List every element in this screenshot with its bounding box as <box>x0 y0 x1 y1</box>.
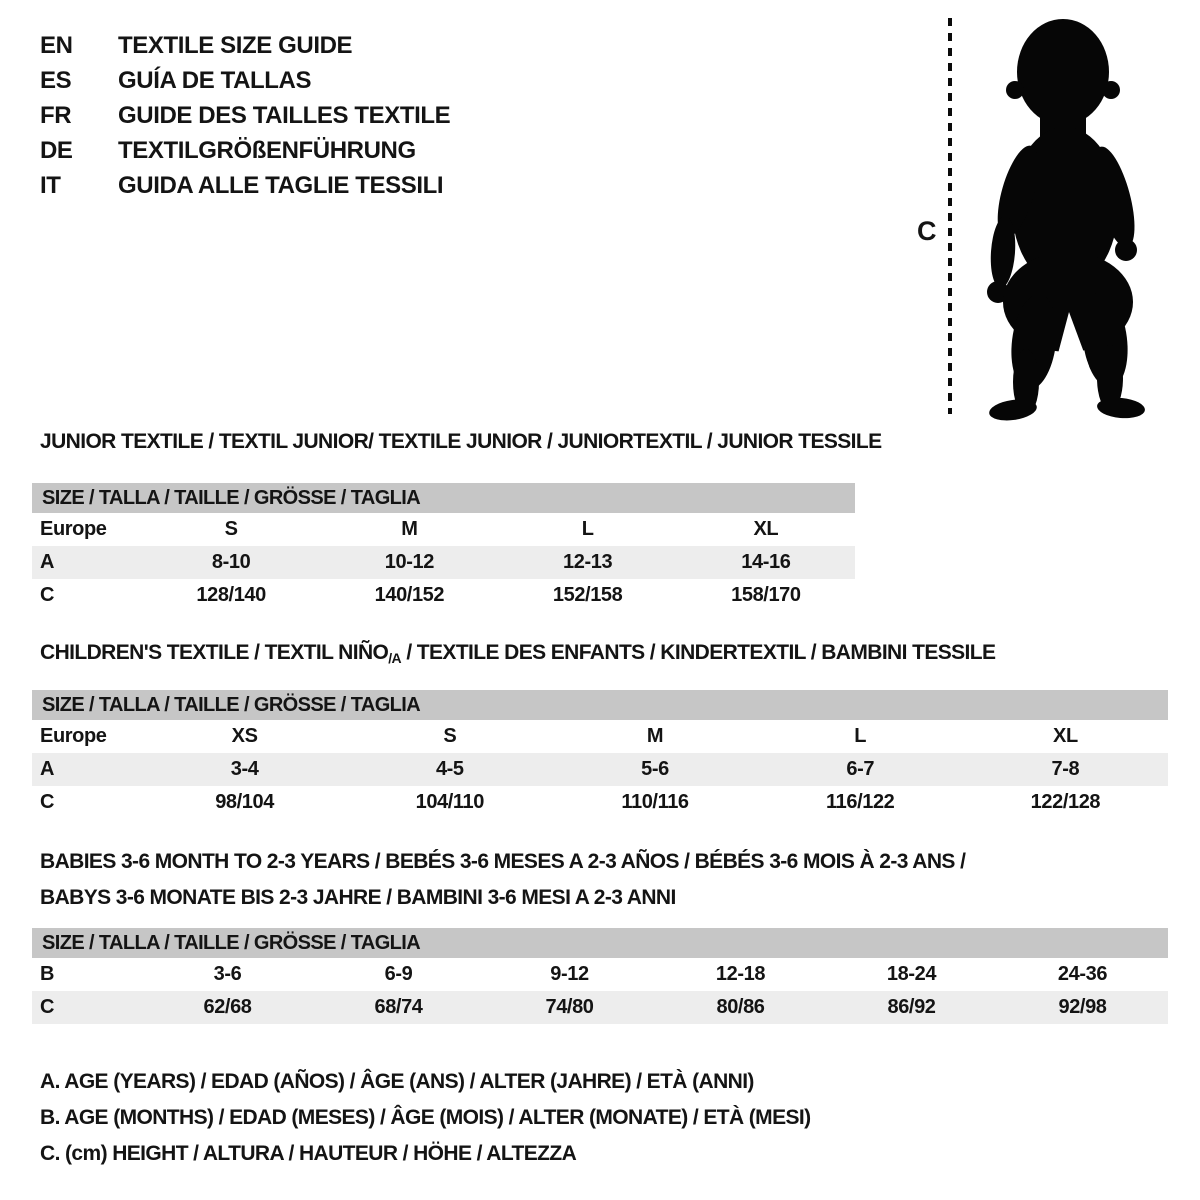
language-header <box>40 28 450 203</box>
value-cell: 74/80 <box>545 996 594 1018</box>
value-cell: 24-36 <box>1057 963 1108 985</box>
value-cell: 116/122 <box>826 791 895 813</box>
value-cell: 18-24 <box>886 963 937 985</box>
lang-row-de <box>40 133 450 168</box>
lang-code: IT <box>40 171 61 199</box>
lang-code: DE <box>40 136 73 164</box>
children-heading-sub: /A <box>388 650 402 666</box>
row-label: B <box>40 963 55 985</box>
junior-age-row <box>32 546 855 579</box>
value-cell: 3-6 <box>213 963 242 985</box>
row-label: A <box>40 551 55 573</box>
value-cell: 128/140 <box>196 584 266 606</box>
value-cell: 92/98 <box>1058 996 1107 1018</box>
value-cell: 122/128 <box>1030 791 1101 813</box>
children-age-row <box>32 753 1168 786</box>
row-label: C <box>40 791 55 813</box>
size-cell: S <box>224 518 238 540</box>
value-cell: 158/170 <box>731 584 801 606</box>
size-cell: S <box>443 725 457 747</box>
size-cell: XL <box>753 518 779 540</box>
junior-size-table <box>32 483 855 612</box>
lang-code: FR <box>40 101 72 129</box>
children-heading-part2: / TEXTILE DES ENFANTS / KINDERTEXTIL / BAMBINI TESSILE <box>401 641 996 664</box>
size-cell: XL <box>1053 725 1078 747</box>
row-label: C <box>40 584 55 606</box>
region-label: Europe <box>40 518 107 540</box>
toddler-silhouette-icon <box>967 12 1159 422</box>
babies-months-row <box>32 958 1168 991</box>
children-heading-part1: CHILDREN'S TEXTILE / TEXTIL NIÑO <box>40 641 389 664</box>
lang-row-en <box>40 28 450 63</box>
value-cell: 12-18 <box>715 963 766 985</box>
value-cell: 68/74 <box>374 996 423 1018</box>
junior-height-row <box>32 579 855 612</box>
value-cell: 104/110 <box>415 791 484 813</box>
value-cell: 4-5 <box>435 758 464 780</box>
babies-section-heading-line1: BABIES 3-6 MONTH TO 2-3 YEARS / BEBÉS 3-6 MESES A 2-3 AÑOS / BÉBÉS 3-6 MOIS À 2-3 ANS / <box>40 850 966 873</box>
value-cell: 8-10 <box>211 551 251 573</box>
legend <box>40 1070 811 1178</box>
value-cell: 12-13 <box>563 551 613 573</box>
value-cell: 3-4 <box>230 758 259 780</box>
children-section-heading <box>40 641 995 666</box>
value-cell: 5-6 <box>641 758 669 780</box>
guide-title: TEXTILGRÖßENFÜHRUNG <box>118 136 416 164</box>
guide-title: GUÍA DE TALLAS <box>118 66 312 94</box>
babies-size-table <box>32 928 1168 1024</box>
legend-line-b: B. AGE (MONTHS) / EDAD (MESES) / ÂGE (MOIS) / ALTER (MONATE) / ETÀ (MESI) <box>40 1106 811 1129</box>
size-cell: L <box>581 518 594 540</box>
value-cell: 7-8 <box>1051 758 1080 780</box>
size-cell: XS <box>231 725 258 747</box>
value-cell: 6-7 <box>846 758 875 780</box>
guide-title: GUIDE DES TAILLES TEXTILE <box>118 101 451 129</box>
row-label: A <box>40 758 55 780</box>
value-cell: 110/116 <box>621 791 689 813</box>
guide-title: GUIDA ALLE TAGLIE TESSILI <box>118 171 444 199</box>
children-size-table <box>32 690 1168 819</box>
value-cell: 6-9 <box>384 963 413 985</box>
region-label: Europe <box>40 725 107 747</box>
lang-row-fr <box>40 98 450 133</box>
size-cell: M <box>401 518 418 540</box>
value-cell: 62/68 <box>203 996 252 1018</box>
measurement-figure <box>905 0 1185 432</box>
size-cell: M <box>646 725 664 747</box>
junior-size-header-bar: SIZE / TALLA / TAILLE / GRÖSSE / TAGLIA <box>32 483 855 513</box>
children-height-row <box>32 786 1168 819</box>
value-cell: 10-12 <box>384 551 434 573</box>
row-label: C <box>40 996 55 1018</box>
junior-sizes-row <box>32 513 855 546</box>
babies-size-header-bar: SIZE / TALLA / TAILLE / GRÖSSE / TAGLIA <box>32 928 1168 958</box>
value-cell: 98/104 <box>215 791 274 813</box>
value-cell: 14-16 <box>741 551 791 573</box>
legend-line-c: C. (cm) HEIGHT / ALTURA / HAUTEUR / HÖHE / ALTEZZA <box>40 1142 577 1165</box>
value-cell: 140/152 <box>374 584 445 606</box>
value-cell: 80/86 <box>716 996 765 1018</box>
legend-line-a: A. AGE (YEARS) / EDAD (AÑOS) / ÂGE (ANS) / ALTER (JAHRE) / ETÀ (ANNI) <box>40 1070 754 1093</box>
junior-section-heading: JUNIOR TEXTILE / TEXTIL JUNIOR/ TEXTILE JUNIOR / JUNIORTEXTIL / JUNIOR TESSILE <box>40 430 882 453</box>
size-cell: L <box>854 725 867 747</box>
measure-label-c: C <box>917 216 937 246</box>
value-cell: 152/158 <box>552 584 623 606</box>
value-cell: 9-12 <box>550 963 589 985</box>
value-cell: 86/92 <box>887 996 936 1018</box>
babies-height-row <box>32 991 1168 1024</box>
height-measure-line <box>947 16 953 416</box>
lang-row-it <box>40 168 450 203</box>
lang-code: ES <box>40 66 72 94</box>
children-sizes-row <box>32 720 1168 753</box>
lang-code: EN <box>40 31 73 59</box>
lang-row-es <box>40 63 450 98</box>
guide-title: TEXTILE SIZE GUIDE <box>118 31 353 59</box>
babies-section-heading-line2: BABYS 3-6 MONATE BIS 2-3 JAHRE / BAMBINI 3-6 MESI A 2-3 ANNI <box>40 886 676 909</box>
children-size-header-bar: SIZE / TALLA / TAILLE / GRÖSSE / TAGLIA <box>32 690 1168 720</box>
